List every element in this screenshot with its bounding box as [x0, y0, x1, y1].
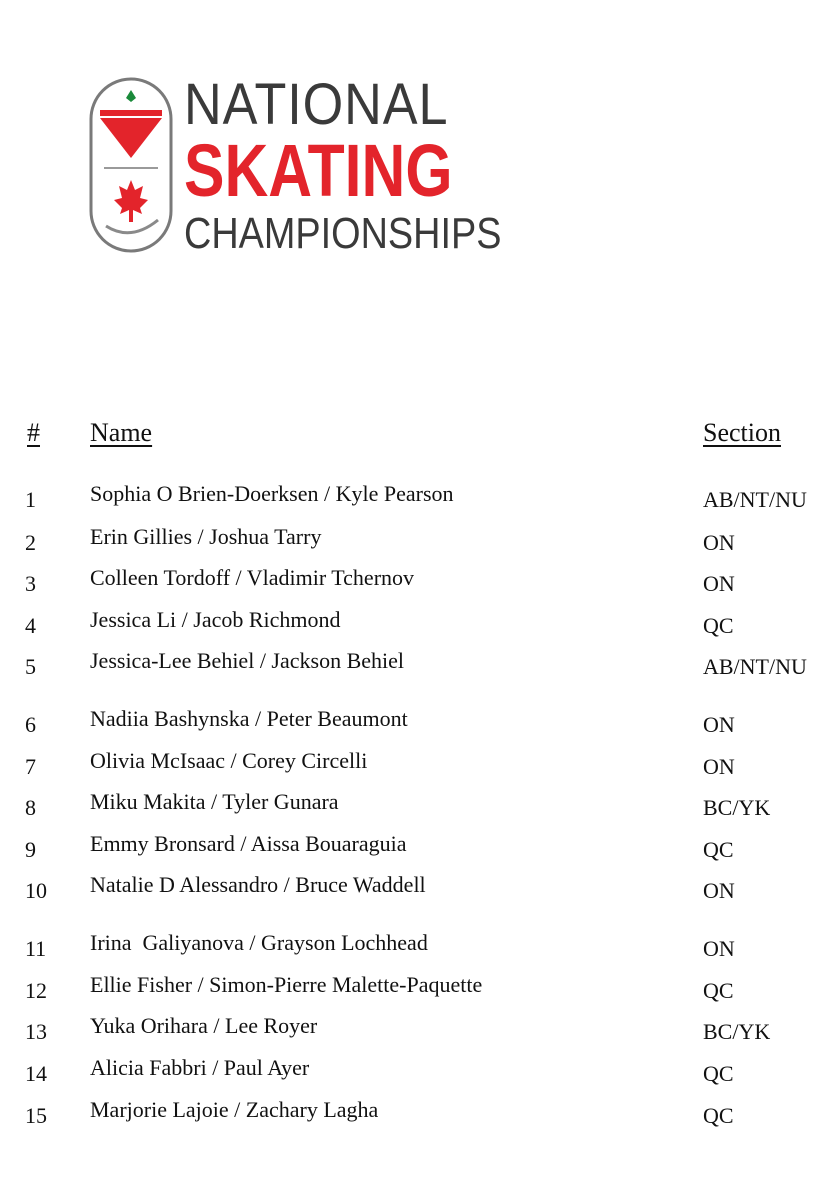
row-number: 12 [25, 978, 47, 1003]
table-row [0, 526, 829, 556]
row-number: 6 [25, 712, 36, 737]
row-section: ON [703, 936, 735, 961]
row-section: BC/YK [703, 1019, 771, 1044]
table-row [0, 650, 829, 680]
table-row [0, 932, 829, 962]
row-name: Sophia O Brien-Doerksen / Kyle Pearson [90, 481, 454, 506]
column-header-section: Section [703, 418, 781, 447]
row-name: Natalie D Alessandro / Bruce Waddell [90, 872, 426, 897]
table-row [0, 833, 829, 863]
table-row [0, 708, 829, 738]
row-number: 5 [25, 654, 36, 679]
row-section: QC [703, 1061, 734, 1086]
row-number: 14 [25, 1061, 47, 1086]
row-name: Marjorie Lajoie / Zachary Lagha [90, 1097, 379, 1122]
row-number: 7 [25, 754, 36, 779]
row-number: 4 [25, 613, 36, 638]
row-name: Colleen Tordoff / Vladimir Tchernov [90, 565, 415, 590]
table-row [0, 974, 829, 1004]
row-number: 15 [25, 1103, 47, 1128]
row-number: 1 [25, 487, 36, 512]
column-header-number: # [27, 418, 40, 447]
logo-text-national: NATIONAL [184, 72, 449, 137]
row-name: Yuka Orihara / Lee Royer [90, 1013, 318, 1038]
row-section: QC [703, 837, 734, 862]
row-number: 11 [25, 936, 47, 961]
table-row [0, 483, 829, 513]
row-number: 9 [25, 837, 36, 862]
row-name: Jessica-Lee Behiel / Jackson Behiel [90, 648, 405, 673]
row-section: ON [703, 530, 735, 555]
row-name: Alicia Fabbri / Paul Ayer [90, 1055, 310, 1080]
row-number: 8 [25, 795, 36, 820]
row-number: 2 [25, 530, 36, 555]
logo-text-skating: SKATING [184, 129, 453, 212]
logo-emblem-icon [88, 76, 174, 254]
table-row [0, 874, 829, 904]
row-section: QC [703, 978, 734, 1003]
row-name: Ellie Fisher / Simon-Pierre Malette-Paquette [90, 972, 483, 997]
table-row [0, 1057, 829, 1087]
row-section: ON [703, 878, 735, 903]
row-section: BC/YK [703, 795, 771, 820]
table-row [0, 1099, 829, 1129]
row-name: Olivia McIsaac / Corey Circelli [90, 748, 368, 773]
logo-text-championships: CHAMPIONSHIPS [184, 209, 502, 258]
row-number: 3 [25, 571, 36, 596]
row-number: 10 [25, 878, 47, 903]
row-name: Miku Makita / Tyler Gunara [90, 789, 339, 814]
table-row [0, 567, 829, 597]
row-section: QC [703, 1103, 734, 1128]
row-section: AB/NT/NU [703, 487, 807, 512]
row-name: Irina Galiyanova / Grayson Lochhead [90, 930, 428, 955]
row-name: Erin Gillies / Joshua Tarry [90, 524, 322, 549]
event-logo [88, 72, 502, 258]
row-section: ON [703, 754, 735, 779]
column-header-name: Name [90, 418, 153, 447]
table-row [0, 1015, 829, 1045]
row-section: ON [703, 571, 735, 596]
row-section: ON [703, 712, 735, 737]
row-section: AB/NT/NU [703, 654, 807, 679]
row-number: 13 [25, 1019, 47, 1044]
table-row [0, 791, 829, 821]
row-name: Nadiia Bashynska / Peter Beaumont [90, 706, 408, 731]
row-name: Jessica Li / Jacob Richmond [90, 607, 341, 632]
table-row [0, 609, 829, 639]
row-section: QC [703, 613, 734, 638]
table-row [0, 750, 829, 780]
row-name: Emmy Bronsard / Aissa Bouaraguia [90, 831, 407, 856]
